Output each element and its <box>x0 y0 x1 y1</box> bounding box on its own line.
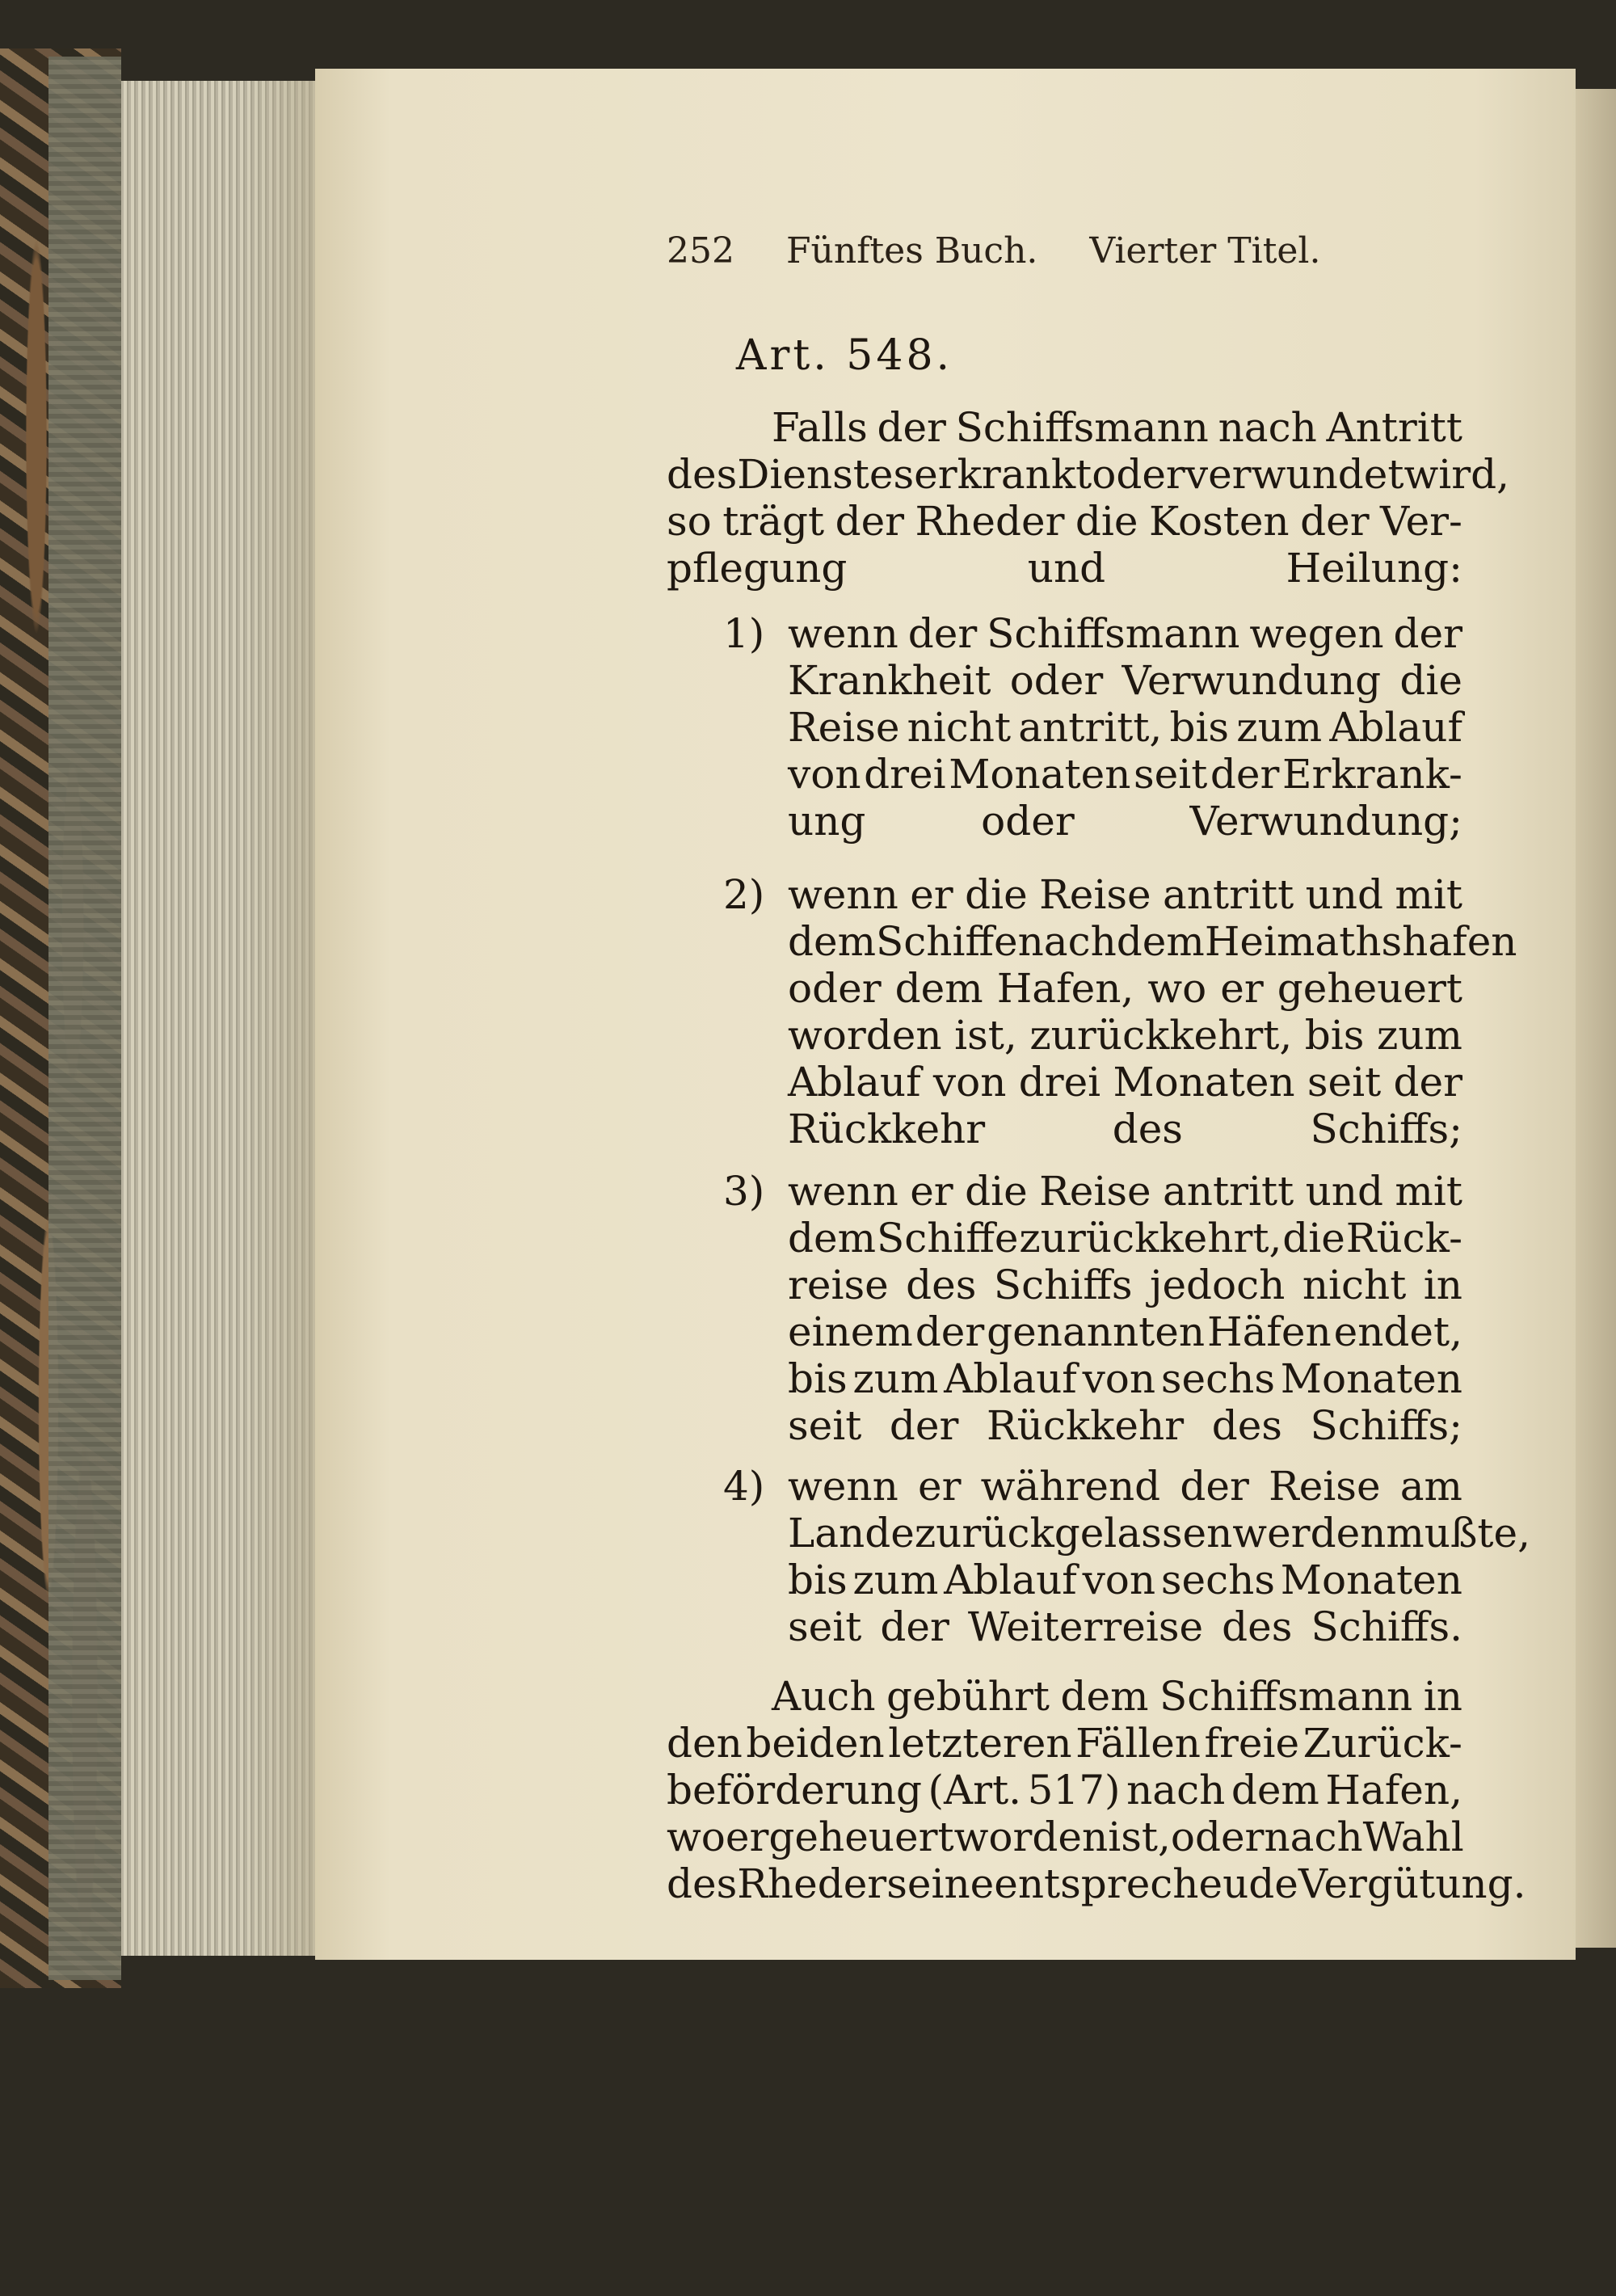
book-label: Fünftes Buch. <box>785 230 1038 272</box>
item-line: von drei Monaten seit der Erkrank- <box>788 751 1462 798</box>
closing-line: den beiden letzteren Fällen freie Zurück- <box>667 1720 1462 1767</box>
item-number: 3) <box>723 1168 765 1215</box>
item-line: dem Schiffe zurückkehrt, die Rück- <box>788 1215 1462 1262</box>
item-line: wenn er während der Reise am <box>788 1463 1462 1510</box>
intro-line: so trägt der Rheder die Kosten der Ver- <box>667 498 1462 545</box>
list-item <box>788 1168 1462 1449</box>
list-item <box>788 871 1517 1152</box>
closing-line: Auch gebührt dem Schiffsmann in <box>772 1673 1462 1720</box>
closing-line: wo er geheuert worden ist, oder nach Wahl <box>667 1814 1464 1860</box>
item-number: 2) <box>723 871 765 918</box>
article-heading <box>0 331 1616 380</box>
item-line: bis zum Ablauf von sechs Monaten <box>788 1557 1462 1603</box>
item-line: Lande zurückgelassen werden mußte, <box>788 1510 1530 1557</box>
closing-paragraph <box>667 1673 1526 1907</box>
item-number: 1) <box>723 610 765 657</box>
item-line: Ablauf von drei Monaten seit der <box>788 1059 1462 1106</box>
item-line: reise des Schiffs jedoch nicht in <box>788 1262 1462 1308</box>
page-number: 252 <box>667 230 734 272</box>
closing-line: beförderung (Art. 517) nach dem Hafen, <box>667 1767 1462 1814</box>
title-label: Vierter Titel. <box>1089 230 1321 272</box>
intro-line: pflegung und Heilung: <box>667 545 1462 592</box>
item-line: seit der Rückkehr des Schiffs; <box>788 1402 1462 1449</box>
item-line: seit der Weiterreise des Schiffs. <box>788 1603 1462 1650</box>
intro-line: des Dienstes erkrankt oder verwundet wird, <box>667 451 1510 498</box>
running-header <box>667 230 1321 272</box>
list-item <box>788 610 1462 845</box>
item-line: Rückkehr des Schiffs; <box>788 1106 1462 1152</box>
item-line: worden ist, zurückkehrt, bis zum <box>788 1012 1462 1059</box>
intro-paragraph <box>667 404 1510 592</box>
item-line: einem der genannten Häfen endet, <box>788 1308 1462 1355</box>
item-line: ung oder Verwundung; <box>788 798 1462 845</box>
item-number: 4) <box>723 1463 765 1510</box>
item-line: bis zum Ablauf von sechs Monaten <box>788 1355 1462 1402</box>
item-line: Krankheit oder Verwundung die <box>788 657 1462 704</box>
list-item <box>788 1463 1530 1650</box>
item-line: dem Schiffe nach dem Heimathshafen <box>788 918 1517 965</box>
item-line: wenn er die Reise antritt und mit <box>788 871 1462 918</box>
article-heading-text: Art. 548. <box>735 331 953 380</box>
intro-line: Falls der Schiffsmann nach Antritt <box>772 404 1462 451</box>
item-line: wenn er die Reise antritt und mit <box>788 1168 1462 1215</box>
item-line: Reise nicht antritt, bis zum Ablauf <box>788 704 1462 751</box>
closing-line: des Rheders eine entsprecheude Vergütung. <box>667 1860 1526 1907</box>
item-line: oder dem Hafen, wo er geheuert <box>788 965 1462 1012</box>
item-line: wenn der Schiffsmann wegen der <box>788 610 1462 657</box>
